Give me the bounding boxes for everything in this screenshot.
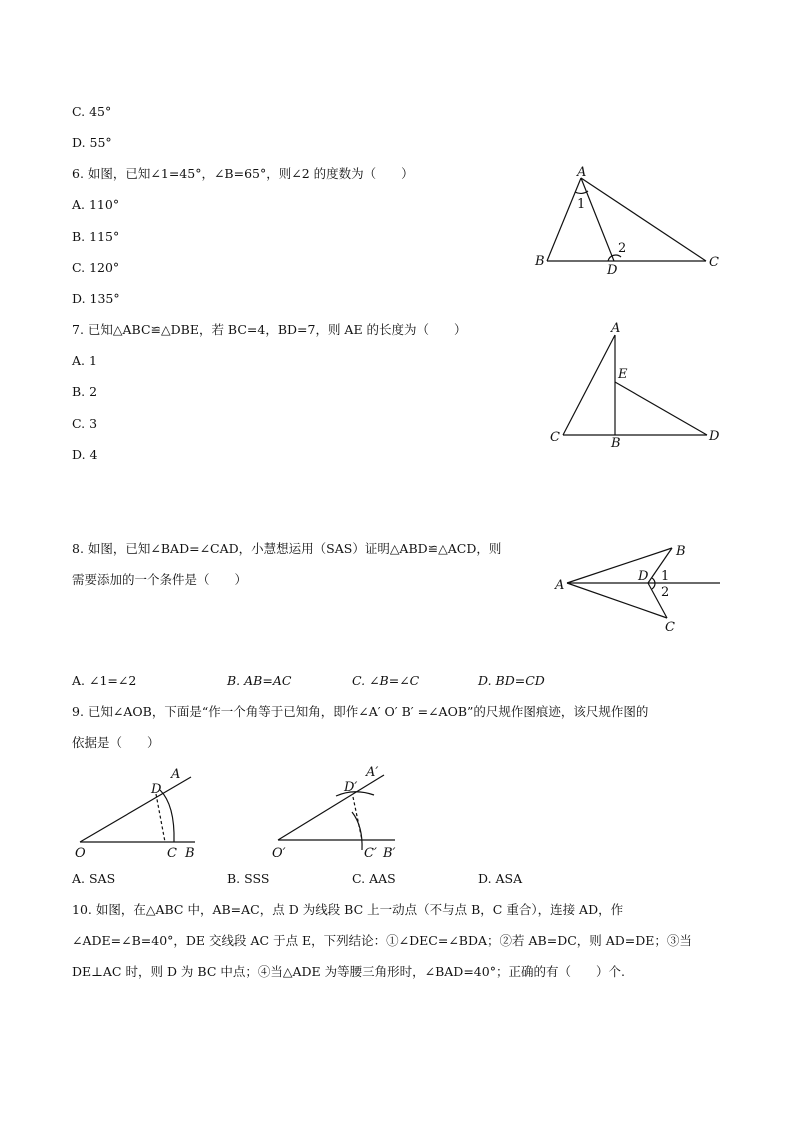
- q9-left-label-b: B: [185, 846, 195, 861]
- q7-option-b: B. 2: [72, 384, 98, 399]
- q10-line2: ∠ADE=∠B=40°，DE 交线段 AC 于点 E，下列结论：①∠DEC=∠BDA；②若 AB=DC，则 AD=DE；③当: [72, 933, 692, 948]
- q8-label-angle1: 1: [661, 569, 670, 584]
- q8-option-a: A. ∠1=∠2: [72, 673, 137, 688]
- q10-line1: 10. 如图，在△ABC 中，AB=AC，点 D 为线段 BC 上一动点（不与点 B，C 重合），连接 AD，作: [72, 902, 624, 917]
- q6-label-angle1: 1: [577, 197, 586, 212]
- q9-right-label-b: B′: [383, 846, 396, 861]
- q6-label-a: A: [577, 165, 587, 180]
- q8-label-d: D: [638, 569, 649, 584]
- q8-label-a: A: [555, 578, 565, 593]
- q8-label-b: B: [676, 544, 686, 559]
- q6-option-b: B. 115°: [72, 229, 120, 244]
- q6-label-d: D: [607, 263, 618, 278]
- q9-left-label-d: D: [151, 782, 162, 797]
- q9-option-d: D. ASA: [478, 871, 523, 886]
- q9-option-a: A. SAS: [72, 871, 116, 886]
- q6-option-c: C. 120°: [72, 260, 120, 275]
- q8-option-d: D. BD=CD: [478, 673, 545, 688]
- q7-label-e: E: [618, 367, 628, 382]
- q7-stem: 7. 已知△ABC≌△DBE，若 BC=4，BD=7，则 AE 的长度为（ ）: [72, 322, 467, 337]
- q9-option-c: C. AAS: [352, 871, 396, 886]
- q7-option-d: D. 4: [72, 447, 98, 462]
- q6-label-angle2: 2: [618, 241, 627, 256]
- q5-option-c: C. 45°: [72, 104, 112, 119]
- q6-label-c: C: [709, 255, 719, 270]
- q9-right-label-d: D′: [344, 780, 358, 795]
- q10-line3: DE⊥AC 时，则 D 为 BC 中点；④当△ADE 为等腰三角形时，∠BAD=40°；正确的有（ ）个.: [72, 964, 625, 979]
- q7-label-a: A: [611, 321, 621, 336]
- q7-option-c: C. 3: [72, 416, 98, 431]
- q9-option-b: B. SSS: [227, 871, 270, 886]
- q9-right-label-o: O′: [272, 846, 286, 861]
- q8-stem-line1: 8. 如图，已知∠BAD=∠CAD，小慧想运用（SAS）证明△ABD≌△ACD，则: [72, 541, 502, 556]
- q9-right-label-a: A′: [366, 765, 379, 780]
- q9-right-label-c: C′: [364, 846, 377, 861]
- q9-left-label-c: C: [167, 846, 177, 861]
- q7-option-a: A. 1: [72, 353, 97, 368]
- q9-left-label-o: O: [75, 846, 86, 861]
- q8-option-b: B. AB=AC: [227, 673, 292, 688]
- q7-label-b: B: [611, 436, 621, 451]
- q5-option-d: D. 55°: [72, 135, 112, 150]
- q6-option-d: D. 135°: [72, 291, 120, 306]
- q6-label-b: B: [535, 254, 545, 269]
- q9-stem-line1: 9. 已知∠AOB，下面是“作一个角等于已知角，即作∠A′ O′ B′ =∠AOB”的尺规作图痕迹，该尺规作图的: [72, 704, 649, 719]
- q8-label-c: C: [665, 620, 675, 635]
- q8-option-c: C. ∠B=∠C: [352, 673, 420, 688]
- q9-stem-line2: 依据是（ ）: [72, 735, 160, 750]
- q7-label-d: D: [709, 429, 720, 444]
- q9-left-label-a: A: [171, 767, 181, 782]
- q8-label-angle2: 2: [661, 585, 670, 600]
- q7-label-c: C: [550, 430, 560, 445]
- q6-option-a: A. 110°: [72, 197, 120, 212]
- q6-stem: 6. 如图，已知∠1=45°，∠B=65°，则∠2 的度数为（ ）: [72, 166, 414, 181]
- q8-stem-line2: 需要添加的一个条件是（ ）: [72, 572, 248, 587]
